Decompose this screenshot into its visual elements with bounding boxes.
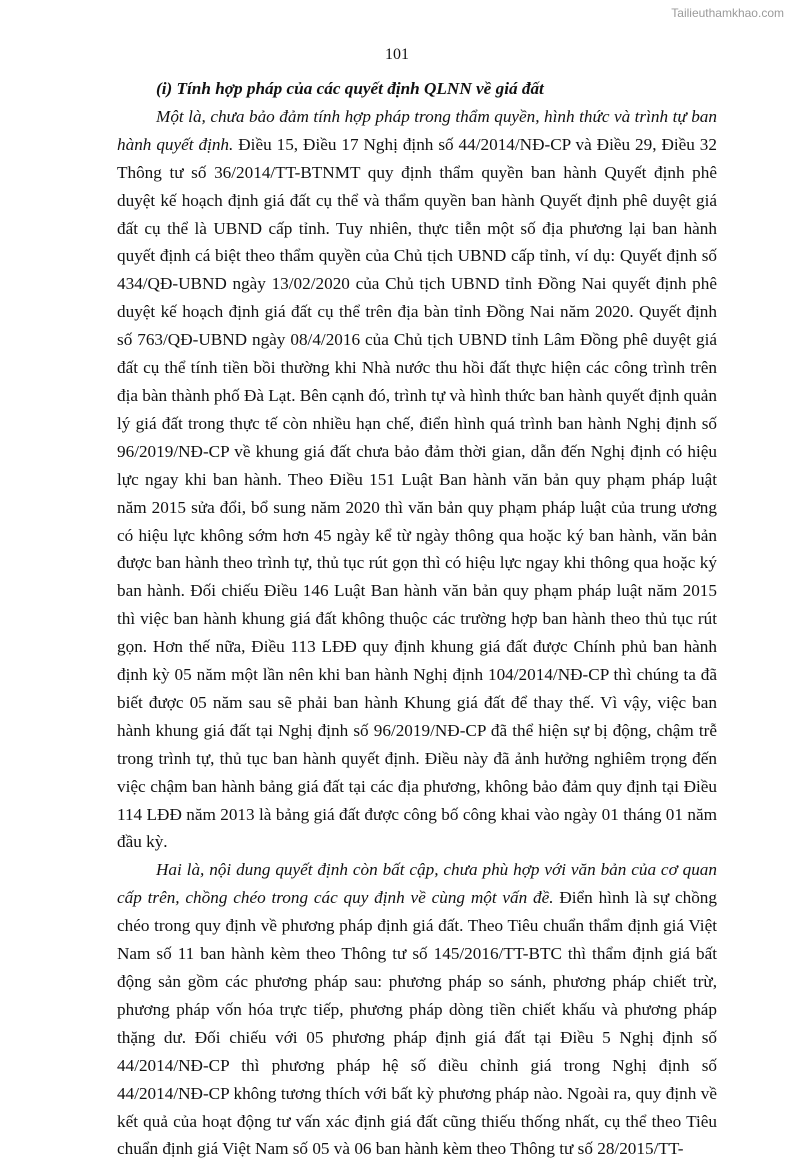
watermark: Tailieuthamkhao.com (671, 6, 784, 20)
page-content (117, 75, 717, 1163)
paragraph-1-lead: Một là, chưa bảo đảm tính hợp pháp trong thẩm quyền, hình thức và trình tự ban hành quyết định. (117, 106, 717, 154)
paragraph-2 (117, 856, 717, 1163)
page-number: 101 (385, 46, 409, 63)
paragraph-2-body: Điển hình là sự chồng chéo trong quy định về phương pháp định giá đất. Theo Tiêu chuẩn thẩm định giá Việt Nam số 11 ban hành kèm theo Thông tư số 145/2016/TT-BTC thì thẩm định giá bất động sản gồm các phương pháp sau: phương pháp so sánh, phương pháp chiết trừ, phương pháp vốn hóa trực tiếp, phương pháp dòng tiền chiết khấu và phương pháp thặng dư. Đối chiếu với 05 phương pháp định giá đất tại Điều 5 Nghị định số 44/2014/NĐ-CP thì phương pháp hệ số điều chỉnh giá trong Nghị định số 44/2014/NĐ-CP không tương thích với bất kỳ phương pháp nào. Ngoài ra, quy định về kết quả của hoạt động tư vấn xác định giá đất cũng thiếu thống nhất, cụ thể theo Tiêu chuẩn định giá Việt Nam số 05 và 06 ban hành kèm theo Thông tư số 28/2015/TT- (117, 888, 717, 1159)
paragraph-2-lead: Hai là, nội dung quyết định còn bất cập, chưa phù hợp với văn bản của cơ quan cấp trên, chồng chéo trong các quy định về cùng một vấn đề. (117, 860, 717, 908)
paragraph-1 (117, 103, 717, 856)
section-heading: (i) Tính hợp pháp của các quyết định QLNN về giá đất (156, 79, 544, 98)
paragraph-1-body: Điều 15, Điều 17 Nghị định số 44/2014/NĐ-CP và Điều 29, Điều 32 Thông tư số 36/2014/TT-BTNMT quy định thẩm quyền ban hành Quyết định phê duyệt kế hoạch định giá đất cụ thể và thẩm quyền ban hành Quyết định phê duyệt giá đất cụ thể là UBND cấp tỉnh. Tuy nhiên, thực tiễn một số địa phương lại ban hành quyết định cá biệt theo thẩm quyền của Chủ tịch UBND cấp tỉnh, ví dụ: Quyết định số 434/QĐ-UBND ngày 13/02/2020 của Chủ tịch UBND tỉnh Đồng Nai quyết định phê duyệt kế hoạch định giá đất cụ thể trên địa bàn tỉnh Đồng Nai năm 2020. Quyết định số 763/QĐ-UBND ngày 08/4/2016 của Chủ tịch UBND tỉnh Lâm Đồng phê duyệt giá đất cụ thể tính tiền bồi thường khi Nhà nước thu hồi đất thực hiện các công trình trên địa bàn thành phố Đà Lạt. Bên cạnh đó, trình tự và hình thức ban hành quyết định quản lý giá đất trong thực tế còn nhiều hạn chế, điển hình quá trình ban hành Nghị định số 96/2019/NĐ-CP về khung giá đất chưa bảo đảm thời gian, dẫn đến Nghị định có hiệu lực ngay khi ban hành. Theo Điều 151 Luật Ban hành văn bản quy phạm pháp luật năm 2015 sửa đổi, bổ sung năm 2020 thì văn bản quy phạm pháp luật của trung ương có hiệu lực không sớm hơn 45 ngày kể từ ngày thông qua hoặc ký ban hành, văn bản được ban hành theo trình tự, thủ tục rút gọn thì có hiệu lực ngay khi thông qua hoặc ký ban hành. Đối chiếu Điều 146 Luật Ban hành văn bản quy phạm pháp luật năm 2015 thì việc ban hành khung giá đất không thuộc các trường hợp ban hành theo thủ tục rút gọn. Hơn thế nữa, Điều 113 LĐĐ quy định khung giá đất được Chính phủ ban hành định kỳ 05 năm một lần nên khi ban hành Nghị định 104/2014/NĐ-CP thì chúng ta đã biết được 05 năm sau sẽ phải ban hành Khung giá đất để thay thế. Vì vậy, việc ban hành khung giá đất tại Nghị định số 96/2019/NĐ-CP đã thể hiện sự bị động, chậm trễ trong trình tự, thủ tục ban hành quyết định. Điều này đã ảnh hưởng nghiêm trọng đến việc chậm ban hành bảng giá đất tại các địa phương, không bảo đảm quy định tại Điều 114 LĐĐ năm 2013 là bảng giá đất được công bố công khai vào ngày 01 tháng 01 năm đầu kỳ. (117, 134, 718, 852)
